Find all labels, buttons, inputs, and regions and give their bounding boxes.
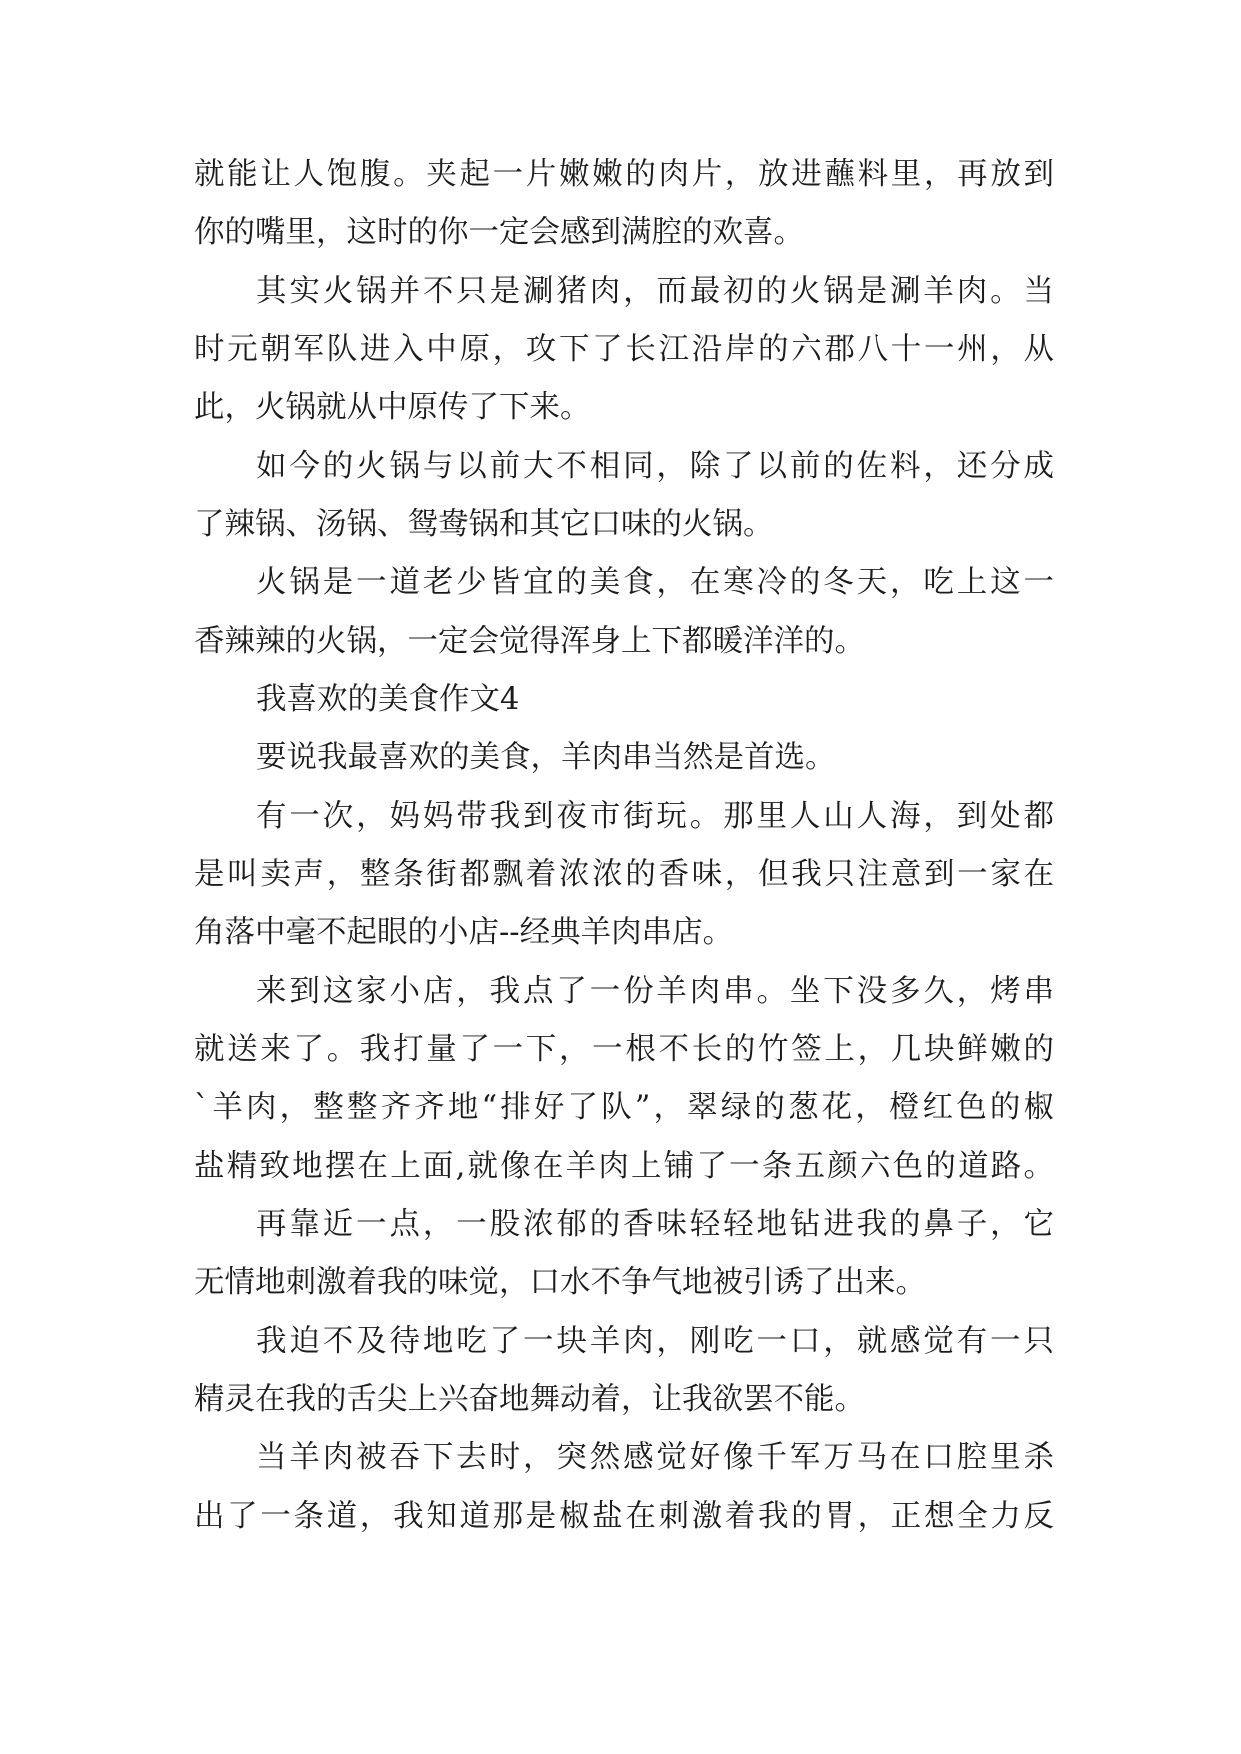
text-line: 要说我最喜欢的美食，羊肉串当然是首选。 (256, 740, 836, 775)
text-line: 你的嘴里，这时的你一定会感到满腔的欢喜。 (194, 215, 804, 250)
text-line: 盐精致地摆在上面,就像在羊肉上铺了一条五颜六色的道路。 (194, 1149, 1054, 1184)
text-line: 其实火锅并不只是涮猪肉，而最初的火锅是涮羊肉。当 (256, 274, 1054, 309)
text-line: 来到这家小店，我点了一份羊肉串。坐下没多久，烤串 (256, 974, 1054, 1009)
text-line: 就能让人饱腹。夹起一片嫩嫩的肉片，放进蘸料里，再放到 (194, 157, 1054, 192)
text-line: 我迫不及待地吃了一块羊肉，刚吃一口，就感觉有一只 (256, 1324, 1054, 1359)
text-line: 再靠近一点，一股浓郁的香味轻轻地钻进我的鼻子，它 (256, 1207, 1054, 1242)
text-line: `羊肉，整整齐齐地“排好了队”，翠绿的葱花，橙红色的椒 (194, 1090, 1054, 1125)
text-line: 此，火锅就从中原传了下来。 (194, 390, 591, 425)
text-line: 角落中毫不起眼的小店--经典羊肉串店。 (194, 915, 734, 950)
text-line: 当羊肉被吞下去时，突然感觉好像千军万马在口腔里杀 (256, 1440, 1054, 1475)
text-line: 是叫卖声，整条街都飘着浓浓的香味，但我只注意到一家在 (194, 857, 1054, 892)
text-line: 精灵在我的舌尖上兴奋地舞动着，让我欲罢不能。 (194, 1382, 865, 1417)
text-line: 就送来了。我打量了一下，一根不长的竹签上，几块鲜嫩的 (194, 1032, 1054, 1067)
text-line: 出了一条道，我知道那是椒盐在刺激着我的胃，正想全力反 (194, 1499, 1054, 1534)
text-line: 如今的火锅与以前大不相同，除了以前的佐料，还分成 (256, 449, 1054, 484)
text-line: 火锅是一道老少皆宜的美食，在寒冷的冬天，吃上这一 (256, 565, 1054, 600)
text-line: 时元朝军队进入中原，攻下了长江沿岸的六郡八十一州，从 (194, 332, 1054, 367)
section-heading: 我喜欢的美食作文4 (256, 682, 520, 717)
text-line: 有一次，妈妈带我到夜市街玩。那里人山人海，到处都 (256, 799, 1054, 834)
text-line: 无情地刺激着我的味觉，口水不争气地被引诱了出来。 (194, 1265, 926, 1300)
text-line: 了辣锅、汤锅、鸳鸯锅和其它口味的火锅。 (194, 507, 774, 542)
text-line: 香辣辣的火锅，一定会觉得浑身上下都暖洋洋的。 (194, 624, 865, 659)
